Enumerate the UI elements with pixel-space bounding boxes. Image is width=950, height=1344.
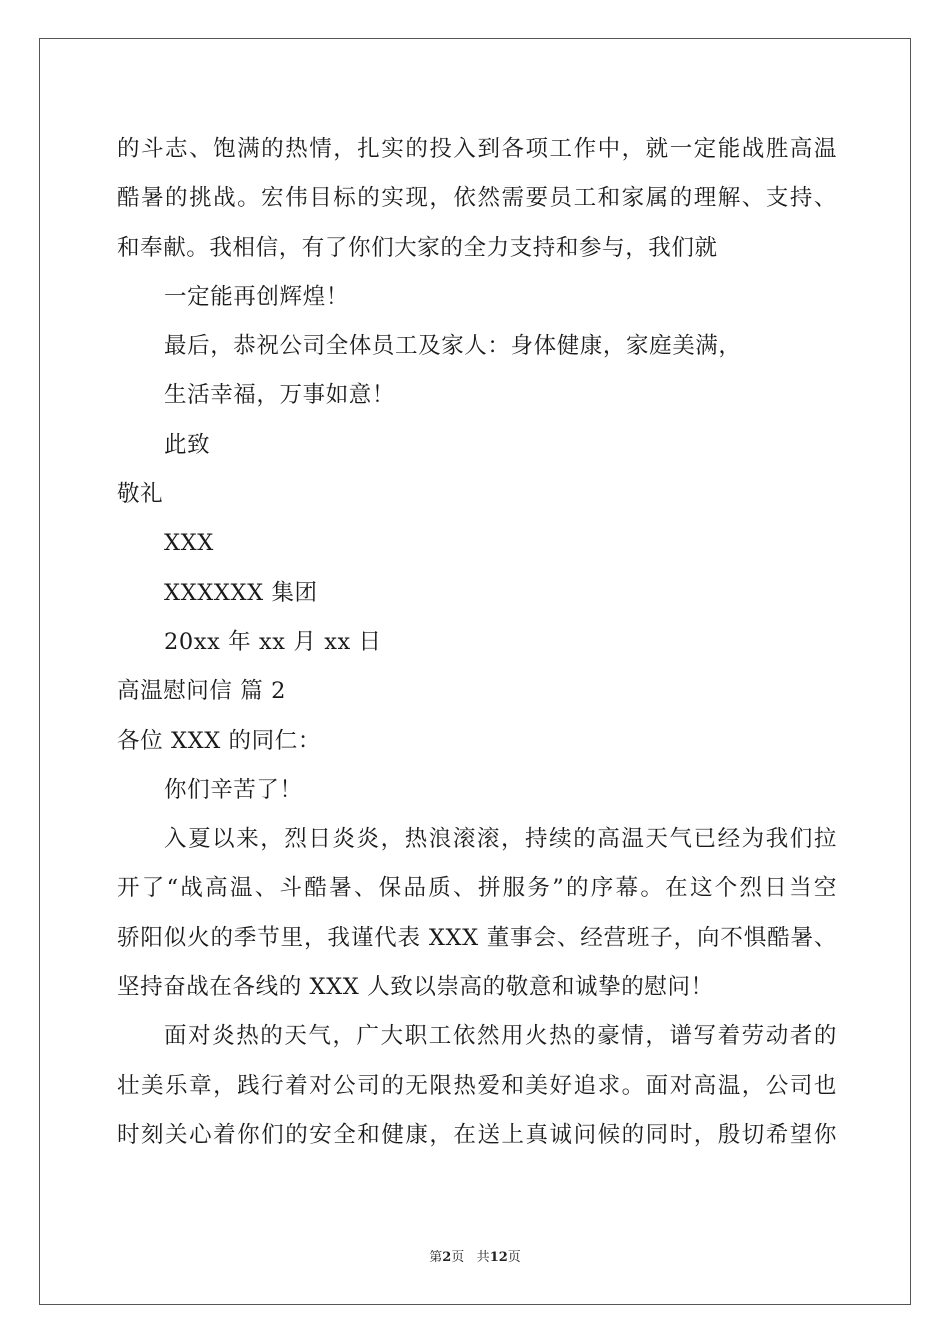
page-footer [0, 1246, 950, 1265]
paragraph-line: 一定能再创辉煌！ [164, 283, 349, 310]
letter-greeting: 各位 XXX 的同仁： [117, 727, 321, 754]
total-pages: 12 [489, 1250, 508, 1265]
salutation-closing: 此致 [164, 431, 211, 458]
salutation-regards: 敬礼 [117, 481, 164, 508]
total-prefix: 共 [476, 1250, 490, 1265]
paragraph-line: 坚持奋战在各线的 XXX 人致以崇高的敬意和诚挚的慰问！ [117, 974, 714, 1001]
document-body [117, 125, 837, 1160]
signature-date: 20xx 年 xx 月 xx 日 [164, 628, 382, 655]
page-suffix: 页 [451, 1250, 465, 1265]
paragraph-line: 入夏以来，烈日炎炎，热浪滚滚，持续的高温天气已经为我们拉 [164, 826, 837, 853]
closing-wish-line: 生活幸福，万事如意！ [164, 382, 396, 409]
page-number: 2 [442, 1250, 452, 1265]
section-heading: 高温慰问信 篇 2 [117, 678, 287, 705]
paragraph-line: 壮美乐章，践行着对公司的无限热爱和美好追求。面对高温，公司也 [117, 1072, 837, 1099]
paragraph-line: 的斗志、饱满的热情，扎实的投入到各项工作中，就一定能战胜高温 [117, 136, 837, 162]
closing-wish-line: 最后，恭祝公司全体员工及家人：身体健康，家庭美满， [164, 333, 742, 360]
paragraph-line: 面对炎热的天气，广大职工依然用火热的豪情，谱写着劳动者的 [164, 1023, 837, 1050]
paragraph-line: 酷暑的挑战。宏伟目标的实现，依然需要员工和家属的理解、支持、 [117, 185, 837, 212]
total-suffix: 页 [507, 1250, 521, 1265]
signature-name: XXX [164, 530, 214, 557]
paragraph-line: 开了“战高温、斗酷暑、保品质、拼服务”的序幕。在这个烈日当空 [117, 875, 837, 902]
paragraph-line: 时刻关心着你们的安全和健康，在送上真诚问候的同时，殷切希望你 [117, 1121, 837, 1148]
paragraph-line: 骄阳似火的季节里，我谨代表 XXX 董事会、经营班子，向不惧酷暑、 [117, 924, 837, 951]
signature-organization: XXXXXX 集团 [164, 579, 318, 606]
paragraph-line: 你们辛苦了！ [164, 776, 303, 803]
paragraph-line: 和奉献。我相信，有了你们大家的全力支持和参与，我们就 [117, 234, 718, 261]
page-prefix: 第 [429, 1250, 443, 1265]
